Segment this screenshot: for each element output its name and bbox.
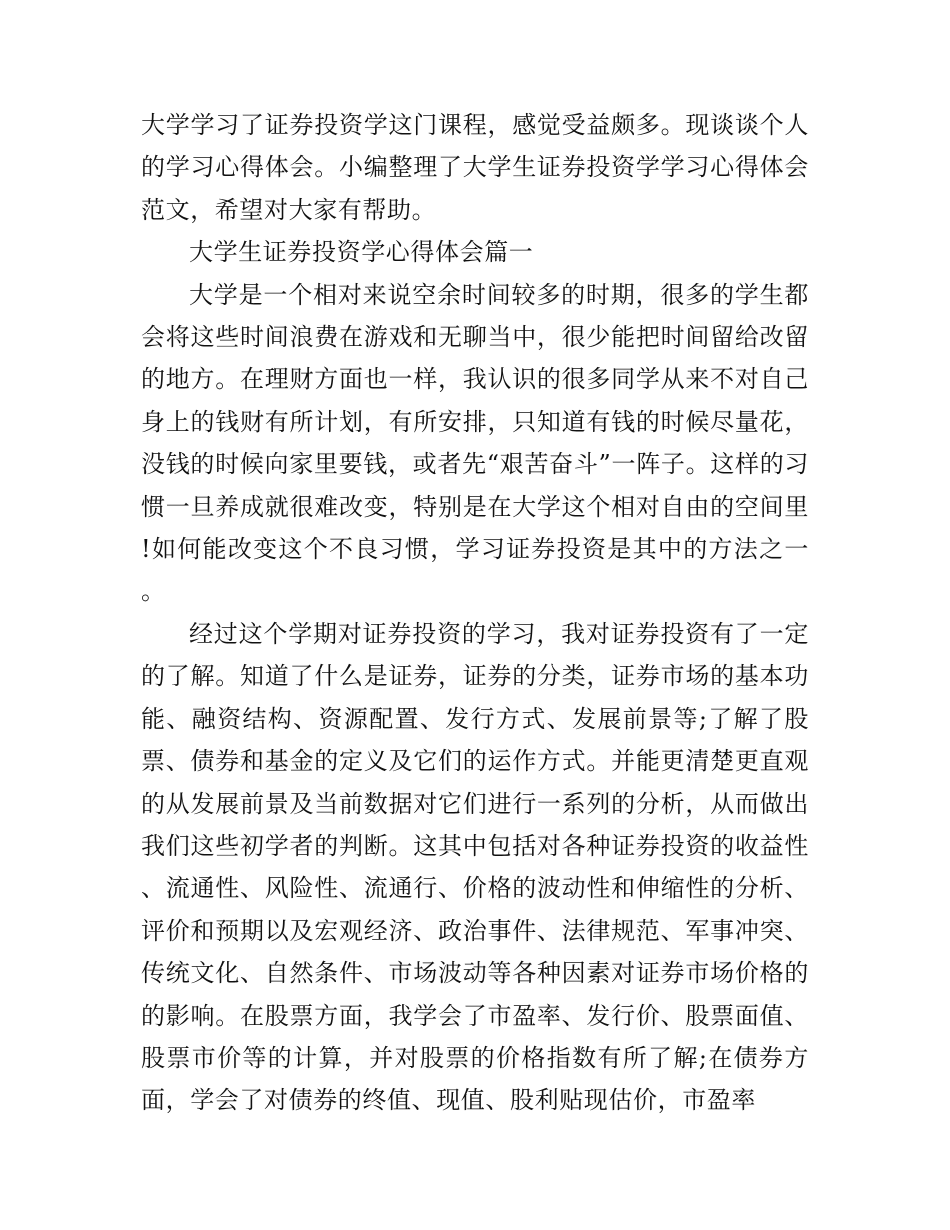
section-title: 大学生证券投资学心得体会篇一: [189, 238, 534, 267]
intro-paragraph: 大学学习了证券投资学这门课程，感觉受益颇多。现谈谈个人的学习心得体会。小编整理了大学生证券投资学学习心得体会范文，希望对大家有帮助。: [141, 111, 809, 224]
document-page: [141, 104, 809, 1122]
body-paragraph-2: 经过这个学期对证券投资的学习，我对证券投资有了一定的了解。知道了什么是证券，证券的分类，证券市场的基本功能、融资结构、资源配置、发行方式、发展前景等;了解了股票、债券和基金的定义及它们的运作方式。并能更清楚更直观的从发展前景及当前数据对它们进行一系列的分析，从而做出我们这些初学者的判断。这其中包括对各种证券投资的收益性、流通性、风险性、流通行、价格的波动性和伸缩性的分析、评价和预期以及宏观经济、政治事件、法律规范、军事冲突、传统文化、自然条件、市场波动等各种因素对证券市场价格的的影响。在股票方面，我学会了市盈率、发行价、股票面值、股票市价等的计算，并对股票的价格指数有所了解;在债券方面，学会了对债券的终值、现值、股利贴现估价，市盈率: [141, 619, 809, 1115]
body-paragraph-1: 大学是一个相对来说空余时间较多的时期，很多的学生都会将这些时间浪费在游戏和无聊当中，很少能把时间留给改留的地方。在理财方面也一样，我认识的很多同学从来不对自己身上的钱财有所计划，有所安排，只知道有钱的时候尽量花，没钱的时候向家里要钱，或者先“艰苦奋斗”一阵子。这样的习惯一旦养成就很难改变，特别是在大学这个相对自由的空间里!如何能改变这个不良习惯，学习证券投资是其中的方法之一。: [141, 280, 809, 606]
